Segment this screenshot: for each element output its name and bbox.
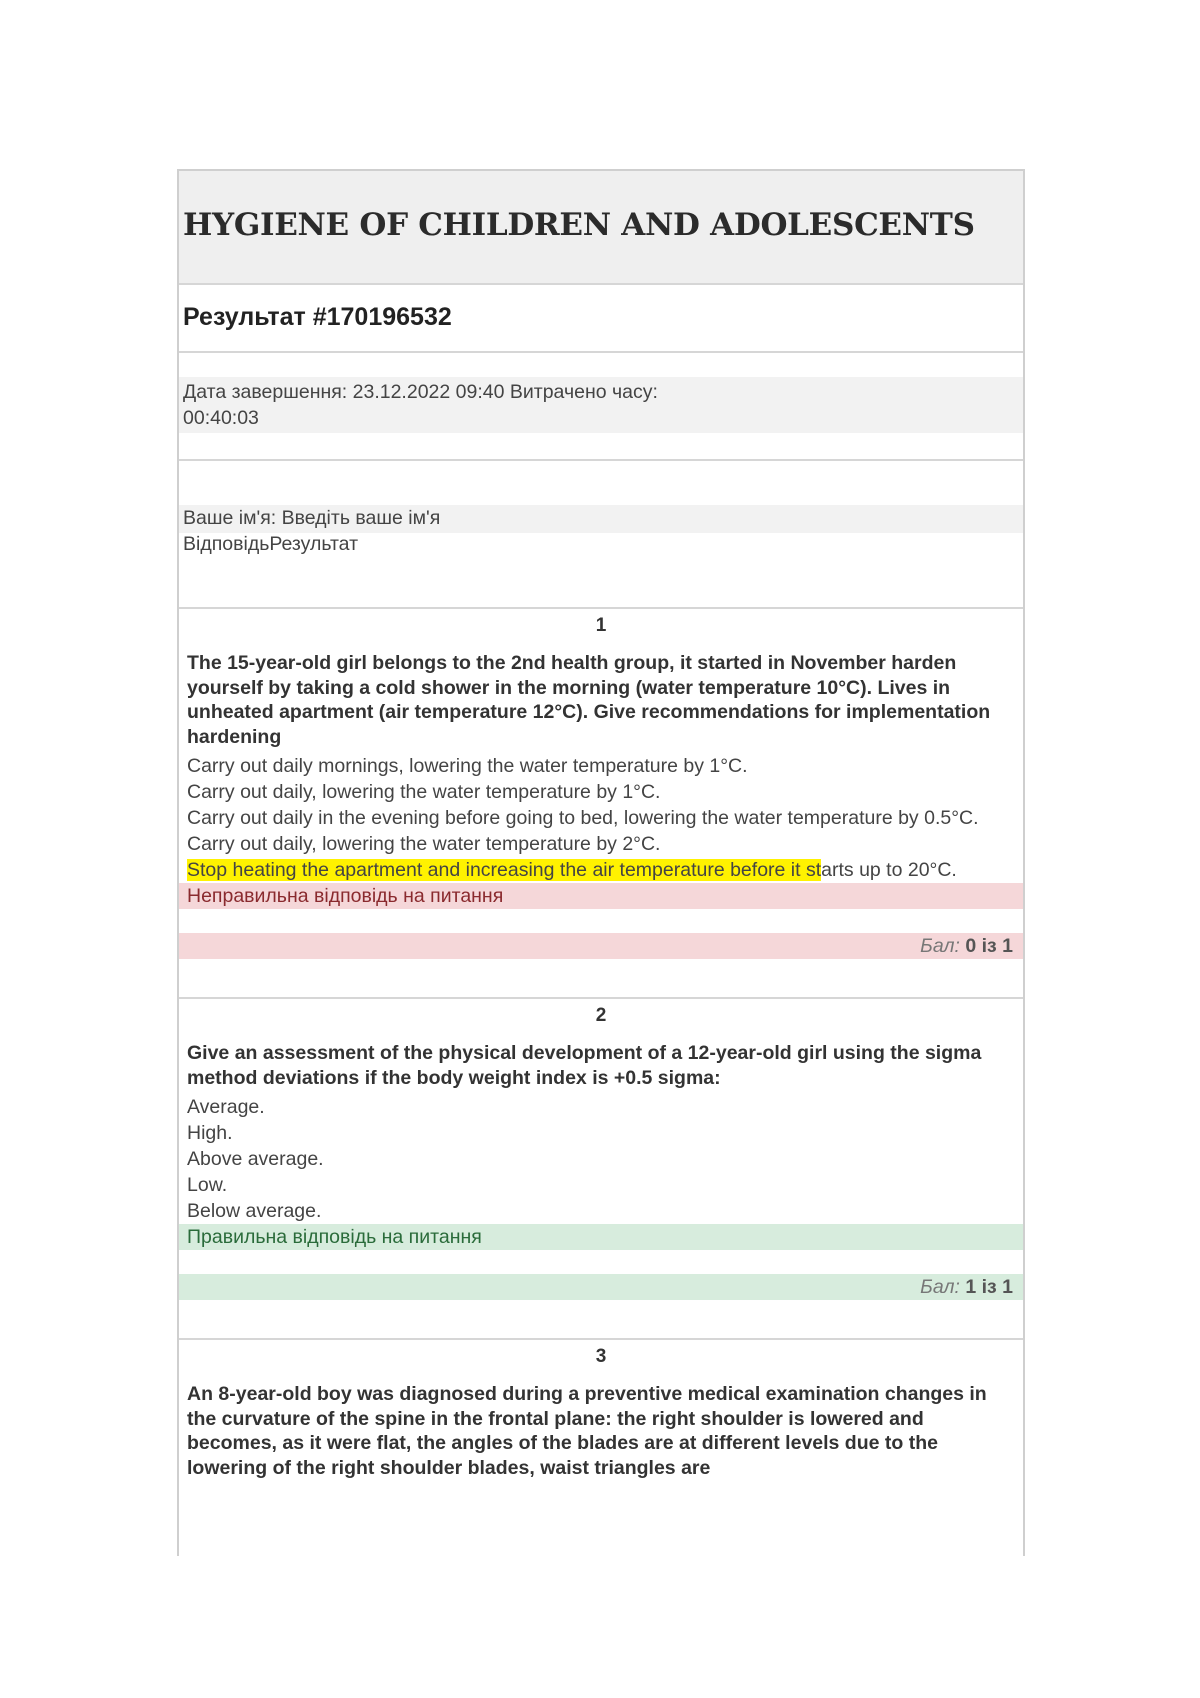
score-label: Бал: — [920, 935, 960, 957]
answer-options — [179, 749, 1023, 883]
question-3 — [179, 1340, 1023, 1480]
score-value: 1 — [965, 1276, 977, 1298]
answer-option: Carry out daily mornings, lowering the water temperature by 1°C. — [187, 755, 748, 777]
answer-option: Carry out daily in the evening before going to bed, lowering the water temperature by 0.5°C. — [187, 807, 979, 829]
answer-option: Carry out daily, lowering the water temperature by 2°C. — [187, 833, 661, 855]
score-max: 1 — [1002, 1276, 1013, 1298]
score-value: 0 — [965, 935, 977, 957]
name-block — [179, 461, 1023, 609]
result-id: Результат #170196532 — [183, 303, 452, 331]
page-title: HYGIENE OF CHILDREN AND ADOLESCENTS — [183, 207, 975, 243]
correct-answer-status: Правильна відповідь на питання — [179, 1224, 1023, 1250]
completion-meta — [179, 353, 1023, 461]
question-number: 2 — [595, 1005, 607, 1026]
question-1 — [179, 609, 1023, 999]
selected-answer-highlight: Stop heating the apartment and increasing the air temperature before it st — [187, 859, 822, 881]
answer-option: Carry out daily, lowering the water temperature by 1°C. — [187, 781, 661, 803]
completion-info: Дата завершення: 23.12.2022 09:40 Витрачено часу: 00:40:03 — [183, 381, 658, 429]
quiz-result-page — [177, 169, 1025, 1556]
answer-option: Below average. — [187, 1200, 322, 1222]
score-of: із — [981, 1276, 997, 1298]
score-of: із — [981, 935, 997, 957]
title-block — [179, 171, 1023, 285]
answer-option: Average. — [187, 1096, 265, 1118]
answer-option: High. — [187, 1122, 233, 1144]
answer-result-header: ВідповідьРезультат — [183, 533, 359, 555]
score-row — [179, 1274, 1023, 1300]
question-number: 3 — [595, 1346, 607, 1367]
selected-answer-rest: arts up to 20°C. — [821, 859, 957, 881]
score-label: Бал: — [920, 1276, 960, 1298]
name-line: Ваше ім'я: Введіть ваше ім'я — [183, 507, 441, 529]
question-text: An 8-year-old boy was diagnosed during a preventive medical examination changes in the curvature of the spine in the frontal plane: the right shoulder is lowered and becomes, as it were flat, the angles of the blades are at different levels due to the lowering of the right shoulder blades, waist triangles are — [187, 1383, 987, 1479]
question-text: The 15-year-old girl belongs to the 2nd health group, it started in November harden yourself by taking a cold shower in the morning (water temperature 10°C). Lives in unheated apartment (air temperature 12°C). Give recommendations for implementation hardening — [187, 652, 991, 748]
score-max: 1 — [1002, 935, 1013, 957]
question-text: Give an assessment of the physical development of a 12-year-old girl using the sigma method deviations if the body weight index is +0.5 sigma: — [187, 1042, 982, 1089]
answer-options — [179, 1090, 1023, 1224]
question-2 — [179, 999, 1023, 1340]
answer-option: Above average. — [187, 1148, 324, 1170]
score-row — [179, 933, 1023, 959]
result-block — [179, 285, 1023, 353]
wrong-answer-status: Неправильна відповідь на питання — [179, 883, 1023, 909]
answer-option: Low. — [187, 1174, 228, 1196]
selected-answer-option — [187, 857, 1023, 883]
question-number: 1 — [595, 615, 607, 636]
